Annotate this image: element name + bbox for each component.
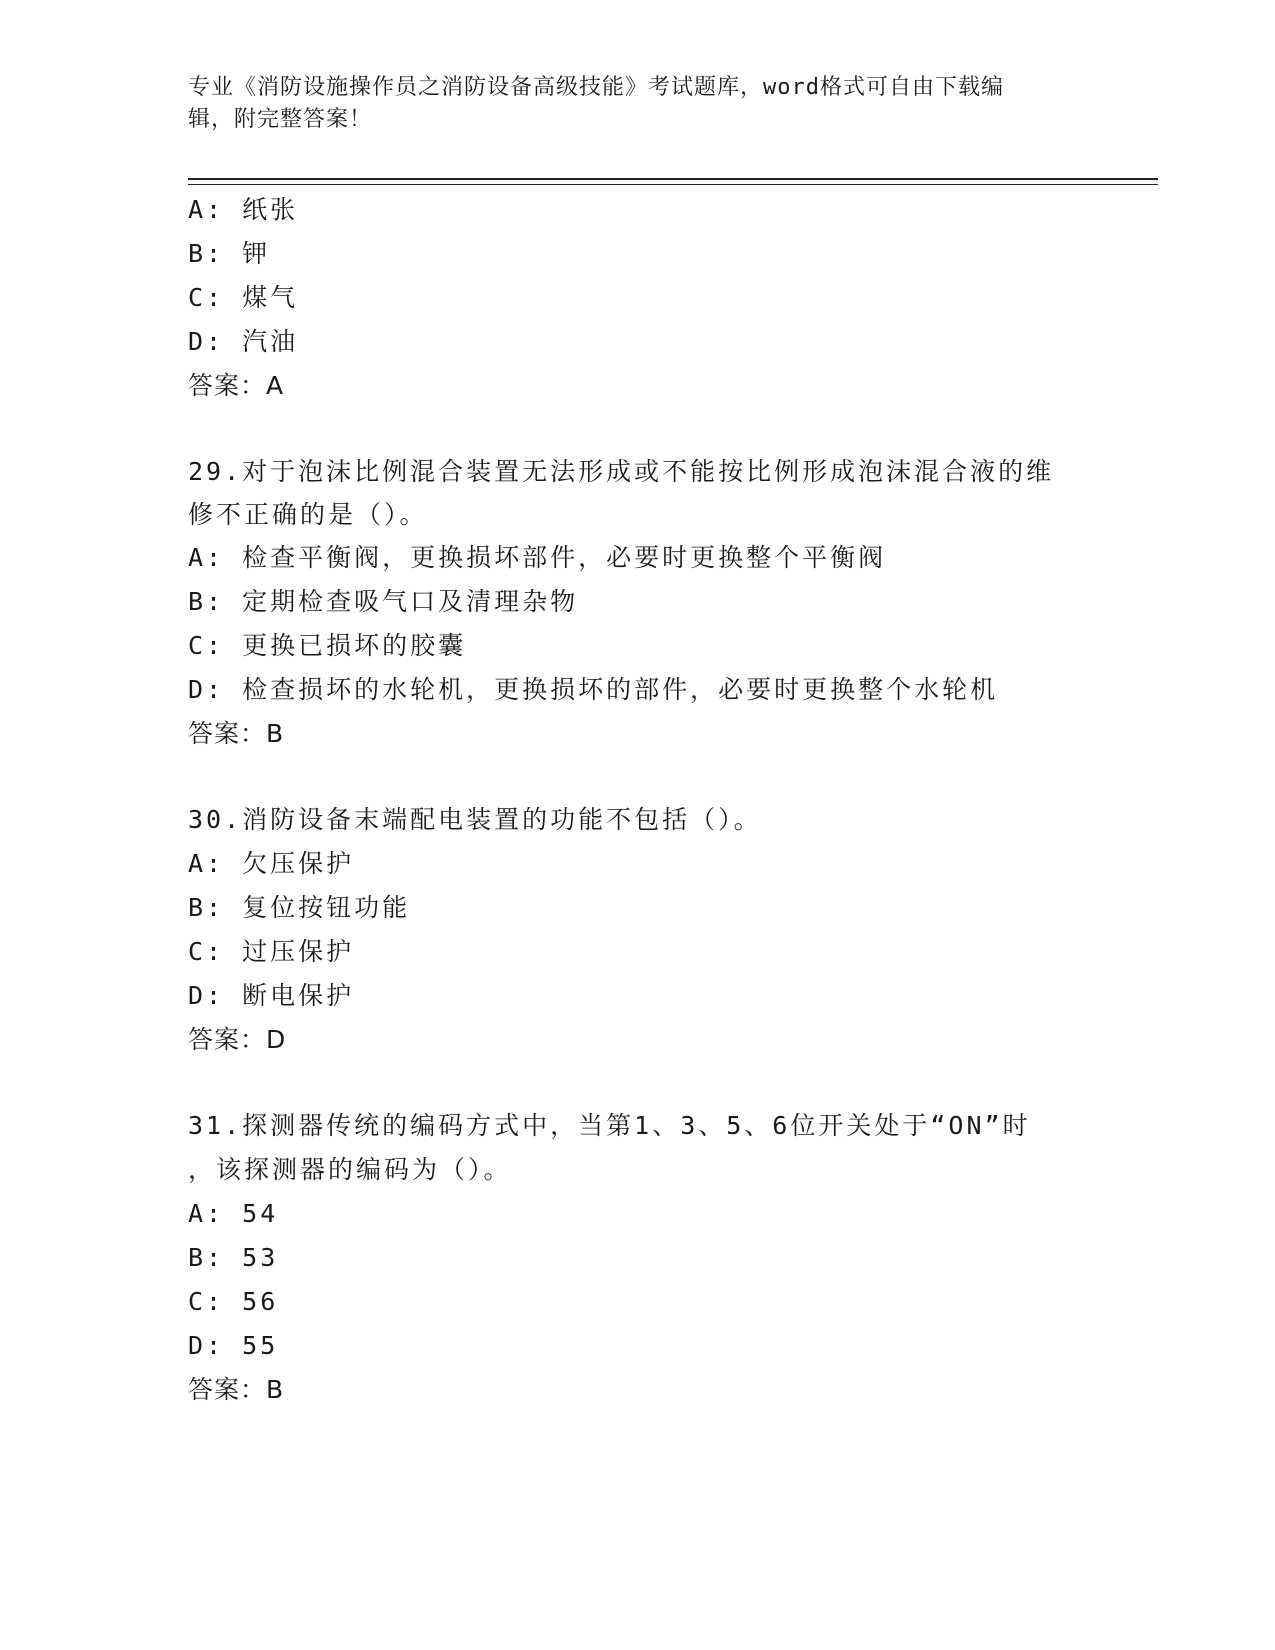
q31-option-b: B: 53 — [188, 1243, 279, 1272]
q29-stem-line-1: 29.对于泡沫比例混合装置无法形成或不能按比例形成泡沫混合液的维 — [188, 457, 1055, 486]
q31-option-d: D: 55 — [188, 1331, 279, 1360]
header-rule-thick — [188, 178, 1158, 180]
q31-stem-line-1: 31.探测器传统的编码方式中，当第1、3、5、6位开关处于“ON”时 — [188, 1111, 1031, 1140]
q31-stem-line-2: ，该探测器的编码为（）。 — [188, 1155, 512, 1184]
q30-option-c: C: 过压保护 — [188, 937, 355, 966]
q31-option-c: C: 56 — [188, 1287, 279, 1316]
q28-option-b: B: 钾 — [188, 239, 271, 268]
q31-option-a: A: 54 — [188, 1199, 279, 1228]
q31-answer: 答案：B — [188, 1375, 285, 1404]
q30-stem-line-1: 30.消防设备末端配电装置的功能不包括（）。 — [188, 805, 762, 834]
header-line-2: 辑，附完整答案！ — [188, 107, 373, 132]
q30-option-b: B: 复位按钮功能 — [188, 893, 411, 922]
q28-option-c: C: 煤气 — [188, 283, 299, 312]
q28-option-a: A: 纸张 — [188, 195, 299, 224]
q29-answer: 答案：B — [188, 719, 285, 748]
q29-stem-line-2: 修不正确的是（）。 — [188, 500, 428, 529]
q30-option-a: A: 欠压保护 — [188, 849, 355, 878]
header-line-1: 专业《消防设施操作员之消防设备高级技能》考试题库，word格式可自由下载编 — [188, 75, 1004, 100]
q28-answer: 答案：A — [188, 371, 285, 400]
q28-option-d: D: 汽油 — [188, 327, 299, 356]
document-header — [188, 72, 1088, 136]
header-rule-thin — [188, 184, 1158, 185]
q29-option-b: B: 定期检查吸气口及清理杂物 — [188, 587, 579, 616]
q30-answer: 答案：D — [188, 1025, 287, 1054]
q29-option-c: C: 更换已损坏的胶囊 — [188, 631, 467, 660]
q29-option-a: A: 检查平衡阀，更换损坏部件，必要时更换整个平衡阀 — [188, 543, 887, 572]
q30-option-d: D: 断电保护 — [188, 981, 355, 1010]
q29-option-d: D: 检查损坏的水轮机，更换损坏的部件，必要时更换整个水轮机 — [188, 675, 999, 704]
